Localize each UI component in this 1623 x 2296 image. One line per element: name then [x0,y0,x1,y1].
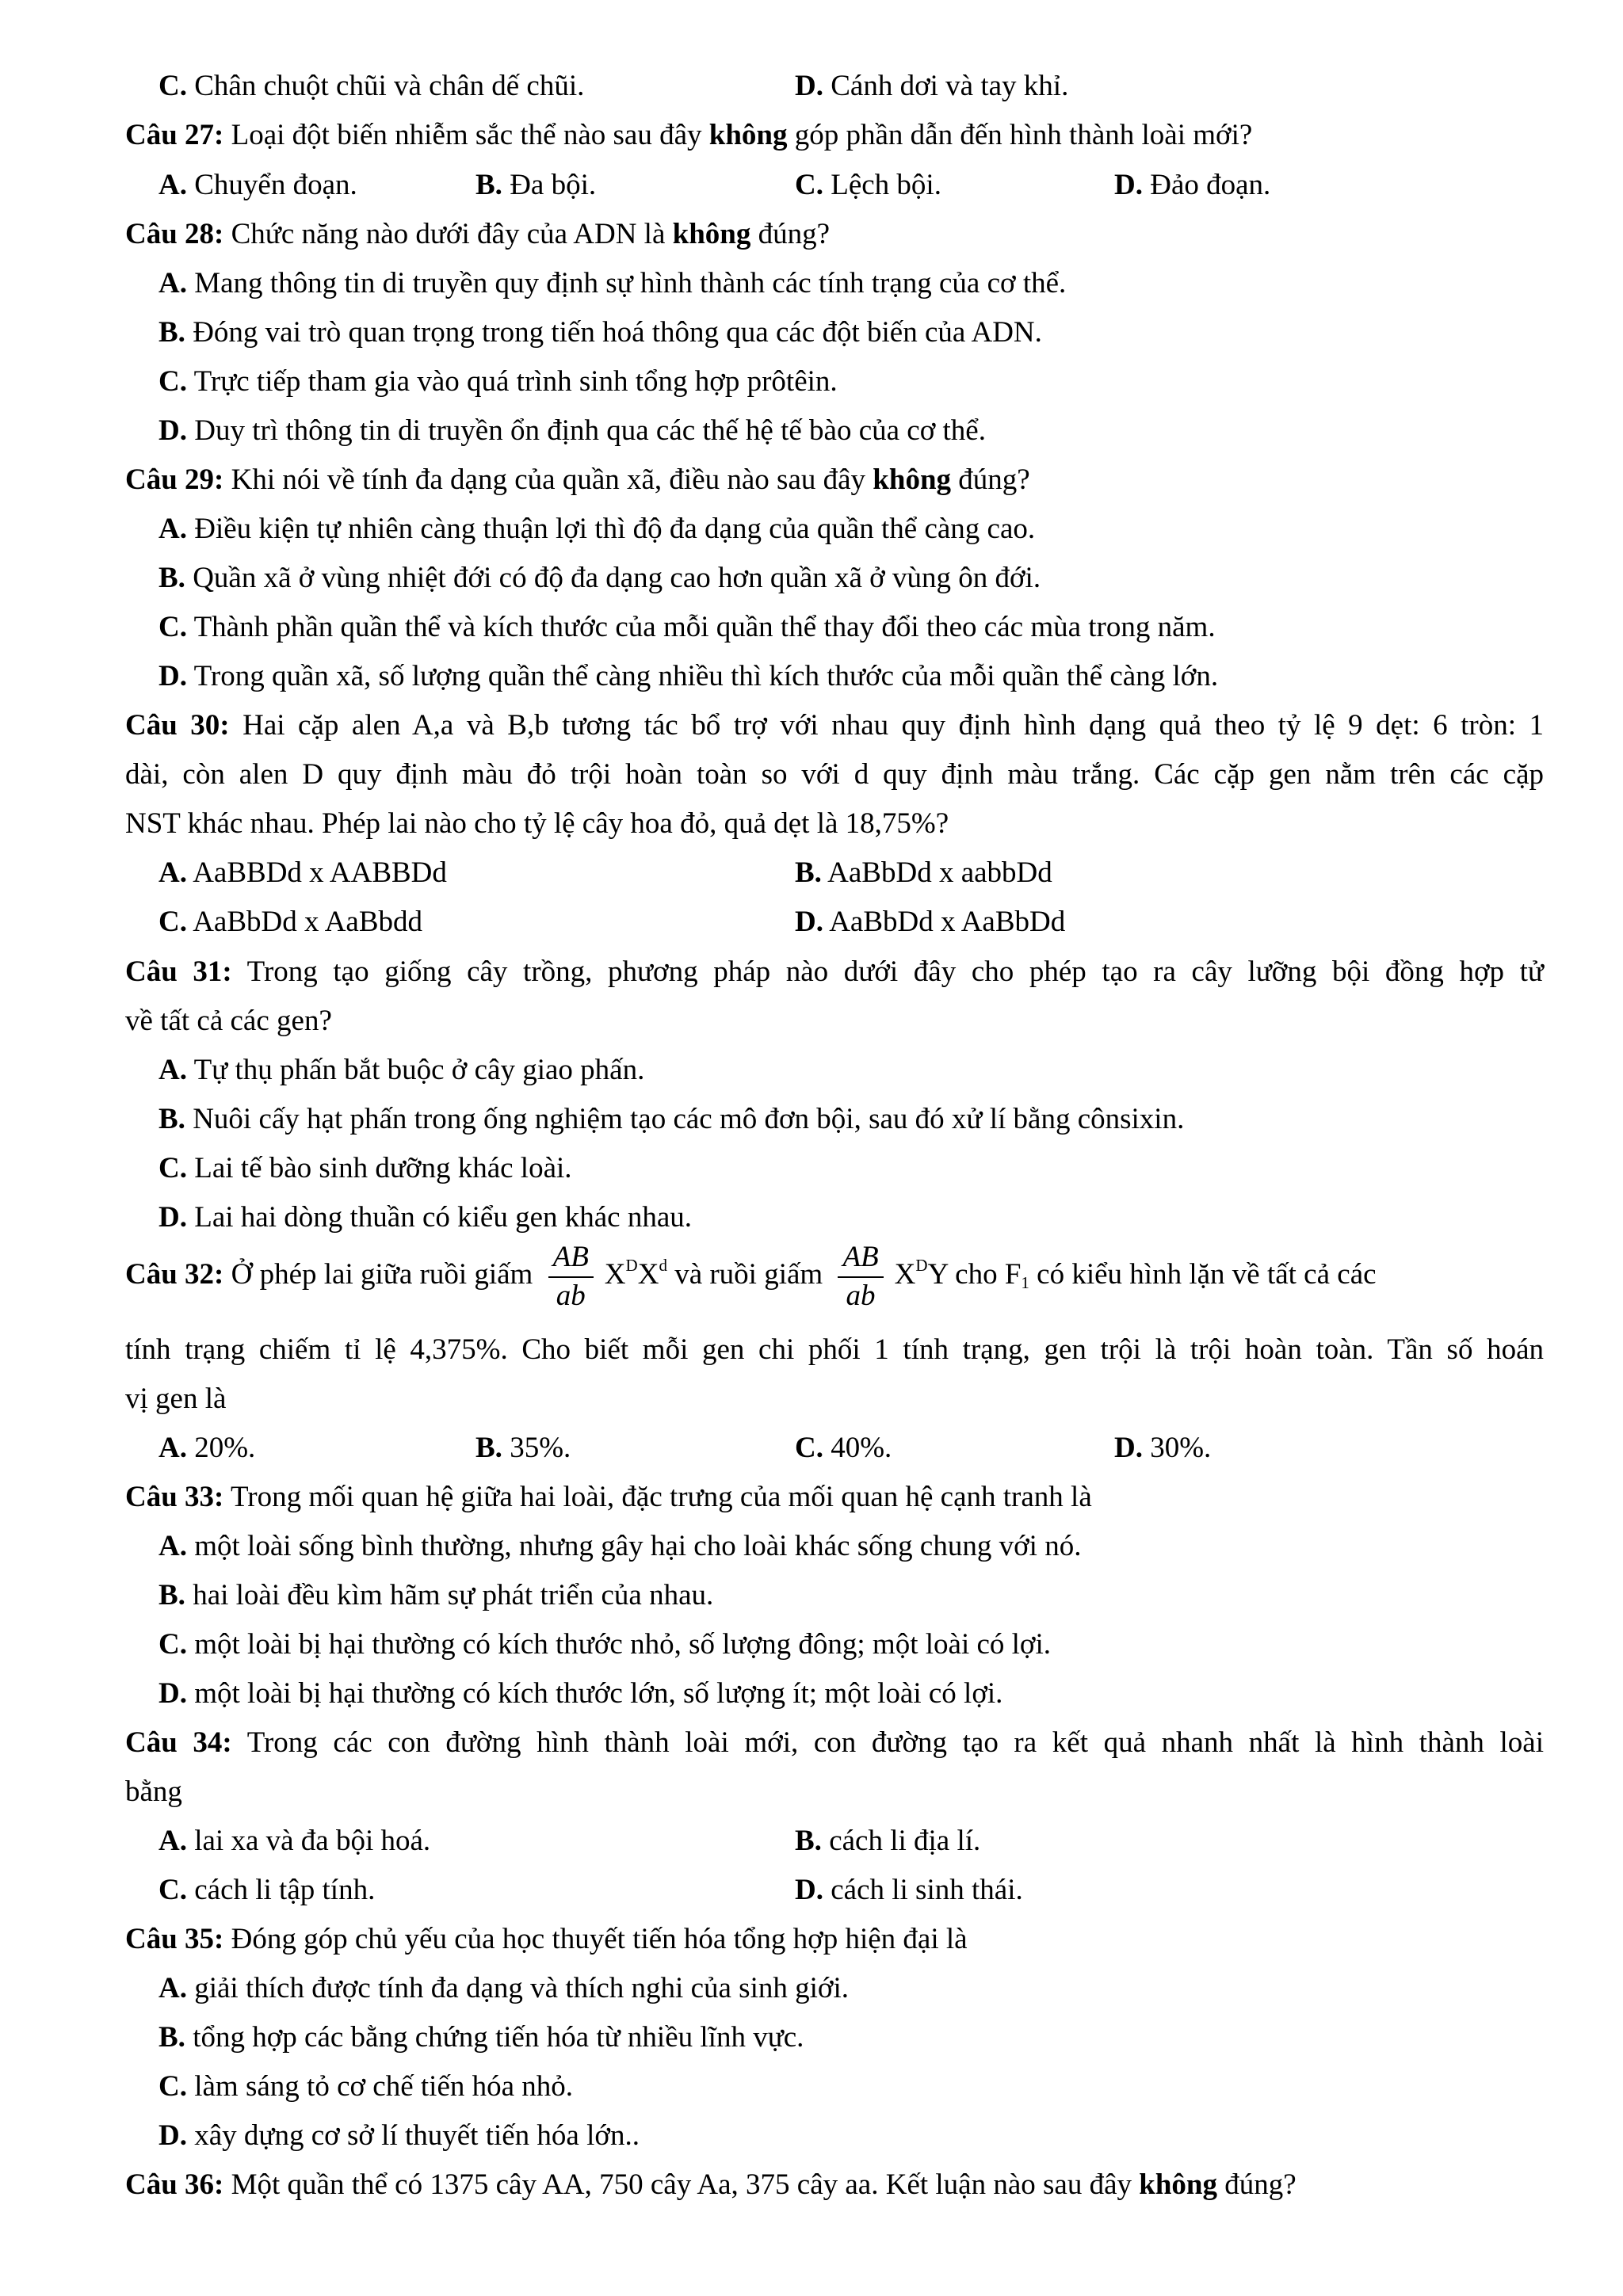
fraction-denominator: ab [556,1279,586,1312]
option-text: Đóng vai trò quan trọng trong tiến hoá thông qua các đột biến của ADN. [193,316,1042,349]
question-text: đúng? [958,463,1030,496]
option-label: D. [1114,1432,1143,1464]
option-label: D. [158,1201,187,1234]
chromosome-x: X [604,1258,626,1291]
option-text: cách li tập tính. [194,1874,376,1906]
q33-option-a [158,1531,1081,1563]
genotype-fraction [548,1241,594,1312]
question-text: về tất cả các gen? [125,1005,332,1037]
option-label: D. [1114,169,1143,201]
question-text: Hai cặp alen A,a và B,b tương tác bổ trợ với nhau quy định hình dạng quả theo tỷ lệ 9 dẹt: 6 tròn: 1 [242,709,1544,742]
allele-superscript: D [625,1256,638,1276]
q32-option-c [795,1432,892,1465]
question-label: Câu 31: [125,955,232,988]
option-label: C. [158,1628,187,1661]
q32-stem-line2 [125,1334,1544,1367]
option-text: AaBbDd x aabbDd [827,856,1052,889]
option-text: giải thích được tính đa dạng và thích nghi của sinh giới. [194,1972,849,2004]
fraction-numerator: AB [838,1241,883,1278]
option-label: A. [158,1825,187,1857]
q34-option-b [795,1825,980,1858]
q30-option-d [795,906,1065,939]
option-text: Nuôi cấy hạt phấn trong ống nghiệm tạo các mô đơn bội, sau đó xử lí bằng cônsixin. [193,1103,1185,1135]
question-text: Khi nói về tính đa dạng của quần xã, điều nào sau đây [231,463,866,496]
option-text: Chân chuột chũi và chân dế chũi. [194,70,585,102]
q31-option-b [158,1104,1184,1136]
option-label: B. [158,1579,185,1611]
q33-option-d [158,1678,1002,1711]
fraction-denominator: ab [846,1279,876,1312]
option-label: D. [158,660,187,692]
q31-option-a [158,1055,644,1087]
question-label: Câu 30: [125,709,230,742]
q31-option-c [158,1153,572,1185]
q35-option-a [158,1973,849,2005]
option-text: Tự thụ phấn bắt buộc ở cây giao phấn. [193,1054,645,1086]
question-text: tính trạng chiếm tỉ lệ 4,375%. Cho biết mỗi gen chi phối 1 tính trạng, gen trội là trội hoàn toàn. Tần số hoán [125,1333,1544,1366]
question-text: cho F [955,1258,1022,1291]
question-text: đúng? [1224,2168,1296,2201]
option-label: A. [158,1432,187,1464]
question-keyword: không [672,218,751,250]
question-text: có kiểu hình lặn về tất cả các [1037,1258,1377,1291]
option-text: xây dựng cơ sở lí thuyết tiến hóa lớn.. [194,2119,640,2152]
option-label: D. [158,414,187,447]
q28-option-a [158,268,1066,300]
q31-stem-line1 [125,956,1544,989]
option-text: Đảo đoạn. [1150,169,1271,201]
fraction-numerator: AB [548,1241,594,1278]
q33-option-c [158,1629,1051,1661]
q33-option-b [158,1580,713,1612]
q33-stem [125,1482,1092,1514]
question-label: Câu 29: [125,463,224,496]
option-label: B. [158,316,185,349]
question-text: Trong các con đường hình thành loài mới, con đường tạo ra kết quả nhanh nhất là hình thành loài [246,1726,1544,1759]
question-text: Trong mối quan hệ giữa hai loài, đặc trưng của mối quan hệ cạnh tranh là [230,1481,1092,1513]
q34-stem-line1 [125,1727,1544,1760]
option-text: Lai tế bào sinh dưỡng khác loài. [194,1152,572,1184]
q30-option-b [795,857,1052,890]
q29-option-b [158,563,1041,595]
option-label: C. [158,2070,187,2103]
q29-option-a [158,513,1035,546]
option-label: D. [158,1677,187,1710]
option-label: A. [158,1972,187,2004]
option-label: D. [795,1874,823,1906]
option-text: lai xa và đa bội hoá. [194,1825,431,1857]
q32-option-a [158,1432,255,1465]
option-label: A. [158,1530,187,1562]
option-text: Quần xã ở vùng nhiệt đới có độ đa dạng cao hơn quần xã ở vùng ôn đới. [193,562,1041,594]
q36-stem [125,2169,1296,2202]
option-label: B. [158,2021,185,2054]
question-label: Câu 35: [125,1923,224,1955]
q30-stem-line1 [125,710,1544,742]
q35-option-c [158,2071,573,2103]
allele-superscript: d [659,1256,667,1276]
q35-option-d [158,2120,640,2153]
option-label: C. [158,365,187,398]
q30-stem-line3 [125,808,949,841]
q26-option-c [158,71,584,103]
q32-option-b [475,1432,571,1465]
option-label: C. [158,906,187,938]
option-label: B. [475,1432,502,1464]
question-text: Trong tạo giống cây trồng, phương pháp nào dưới đây cho phép tạo ra cây lưỡng bội đồng hợp tử [246,955,1544,988]
question-label: Câu 34: [125,1726,232,1759]
question-text: dài, còn alen D quy định màu đỏ trội hoàn toàn so với d quy định màu trắng. Các cặp gen nằm trên các cặp [125,758,1544,791]
q28-stem [125,219,830,251]
option-text: hai loài đều kìm hãm sự phát triển của nhau. [193,1579,714,1611]
option-label: B. [795,856,822,889]
option-label: A. [158,856,187,889]
option-text: AaBBDd x AABBDd [193,856,447,889]
q27-option-a [158,170,357,202]
q32-stem-line1 [125,1241,1377,1312]
q28-option-b [158,317,1042,349]
option-text: AaBbDd x AaBbdd [193,906,423,938]
option-text: 40%. [831,1432,892,1464]
q34-stem-line2 [125,1776,182,1809]
q28-option-c [158,366,838,399]
option-label: D. [795,906,823,938]
chromosome-x: X [637,1258,659,1291]
option-text: Duy trì thông tin di truyền ổn định qua các thế hệ tế bào của cơ thể. [194,414,986,447]
question-keyword: không [708,119,788,151]
option-label: A. [158,1054,187,1086]
q31-option-d [158,1202,692,1234]
option-label: A. [158,169,187,201]
option-label: C. [158,70,187,102]
chromosome-x: X [894,1258,916,1291]
q28-option-d [158,415,986,448]
option-label: A. [158,513,187,545]
question-text: NST khác nhau. Phép lai nào cho tỷ lệ cây hoa đỏ, quả dẹt là 18,75%? [125,807,949,840]
option-label: B. [795,1825,822,1857]
option-label: B. [158,562,185,594]
generation-subscript: 1 [1021,1273,1029,1293]
question-text: góp phần dẫn đến hình thành loài mới? [794,119,1253,151]
option-label: C. [158,611,187,643]
question-label: Câu 32: [125,1258,224,1291]
q34-option-a [158,1825,430,1858]
option-label: B. [158,1103,185,1135]
option-text: cách li địa lí. [829,1825,981,1857]
q27-stem [125,120,1252,152]
option-text: Trong quần xã, số lượng quần thể càng nhiều thì kích thước của mỗi quần thể càng lớn. [193,660,1219,692]
q32-option-d [1114,1432,1211,1465]
option-text: Chuyển đoạn. [194,169,357,201]
q30-option-a [158,857,447,890]
option-text: 20%. [194,1432,256,1464]
q26-option-d [795,71,1068,103]
question-keyword: không [1139,2168,1218,2201]
option-text: 30%. [1150,1432,1212,1464]
q31-stem-line2 [125,1005,332,1038]
question-keyword: không [873,463,952,496]
option-label: C. [795,1432,823,1464]
q30-option-c [158,906,422,939]
option-text: làm sáng tỏ cơ chế tiến hóa nhỏ. [194,2070,574,2103]
option-label: C. [158,1152,187,1184]
q29-option-c [158,612,1216,644]
question-text: đúng? [758,218,831,250]
genotype-fraction [838,1241,883,1312]
option-text: Lệch bội. [831,169,941,201]
question-label: Câu 27: [125,119,224,151]
question-text: bằng [125,1775,182,1808]
q29-stem [125,464,1030,497]
option-text: 35%. [510,1432,571,1464]
question-text: vị gen là [125,1383,227,1415]
question-label: Câu 36: [125,2168,224,2201]
option-text: tổng hợp các bằng chứng tiến hóa từ nhiều lĩnh vực. [193,2021,804,2054]
option-text: Thành phần quần thể và kích thước của mỗi quần thể thay đổi theo các mùa trong năm. [193,611,1216,643]
question-label: Câu 33: [125,1481,224,1513]
q34-option-c [158,1875,375,1907]
option-text: một loài bị hại thường có kích thước lớn, số lượng ít; một loài có lợi. [194,1677,1003,1710]
option-label: D. [158,2119,187,2152]
q35-stem [125,1924,968,1956]
question-text: Chức năng nào dưới đây của ADN là [231,218,666,250]
question-text: Loại đột biến nhiễm sắc thể nào sau đây [231,119,702,151]
q34-option-d [795,1875,1023,1907]
q27-option-b [475,170,596,202]
option-text: Điều kiện tự nhiên càng thuận lợi thì độ đa dạng của quần thể càng cao. [194,513,1036,545]
option-label: C. [795,169,823,201]
option-label: A. [158,267,187,299]
option-text: AaBbDd x AaBbDd [829,906,1066,938]
option-label: B. [475,169,502,201]
q27-option-d [1114,170,1270,202]
option-text: Trực tiếp tham gia vào quá trình sinh tổng hợp prôtêin. [193,365,838,398]
option-text: Mang thông tin di truyền quy định sự hình thành các tính trạng của cơ thể. [194,267,1067,299]
option-text: Cánh dơi và tay khỉ. [831,70,1069,102]
chromosome-y: Y [927,1258,948,1291]
q29-option-d [158,661,1218,693]
option-label: D. [795,70,823,102]
question-text: Đóng góp chủ yếu của học thuyết tiến hóa tổng hợp hiện đại là [231,1923,968,1955]
option-label: C. [158,1874,187,1906]
q30-stem-line2 [125,759,1544,791]
option-text: cách li sinh thái. [831,1874,1023,1906]
allele-superscript: D [915,1256,928,1276]
q27-option-c [795,170,941,202]
question-label: Câu 28: [125,218,224,250]
question-text: và ruồi giấm [674,1258,823,1291]
question-text: Ở phép lai giữa ruồi giấm [231,1258,533,1291]
q35-option-b [158,2022,804,2054]
q32-stem-line3 [125,1383,226,1416]
question-text: Một quần thể có 1375 cây AA, 750 cây Aa, 375 cây aa. Kết luận nào sau đây [231,2168,1132,2201]
option-text: Lai hai dòng thuần có kiểu gen khác nhau. [194,1201,693,1234]
option-text: Đa bội. [510,169,597,201]
option-text: một loài bị hại thường có kích thước nhỏ, số lượng đông; một loài có lợi. [194,1628,1052,1661]
option-text: một loài sống bình thường, nhưng gây hại cho loài khác sống chung với nó. [194,1530,1082,1562]
